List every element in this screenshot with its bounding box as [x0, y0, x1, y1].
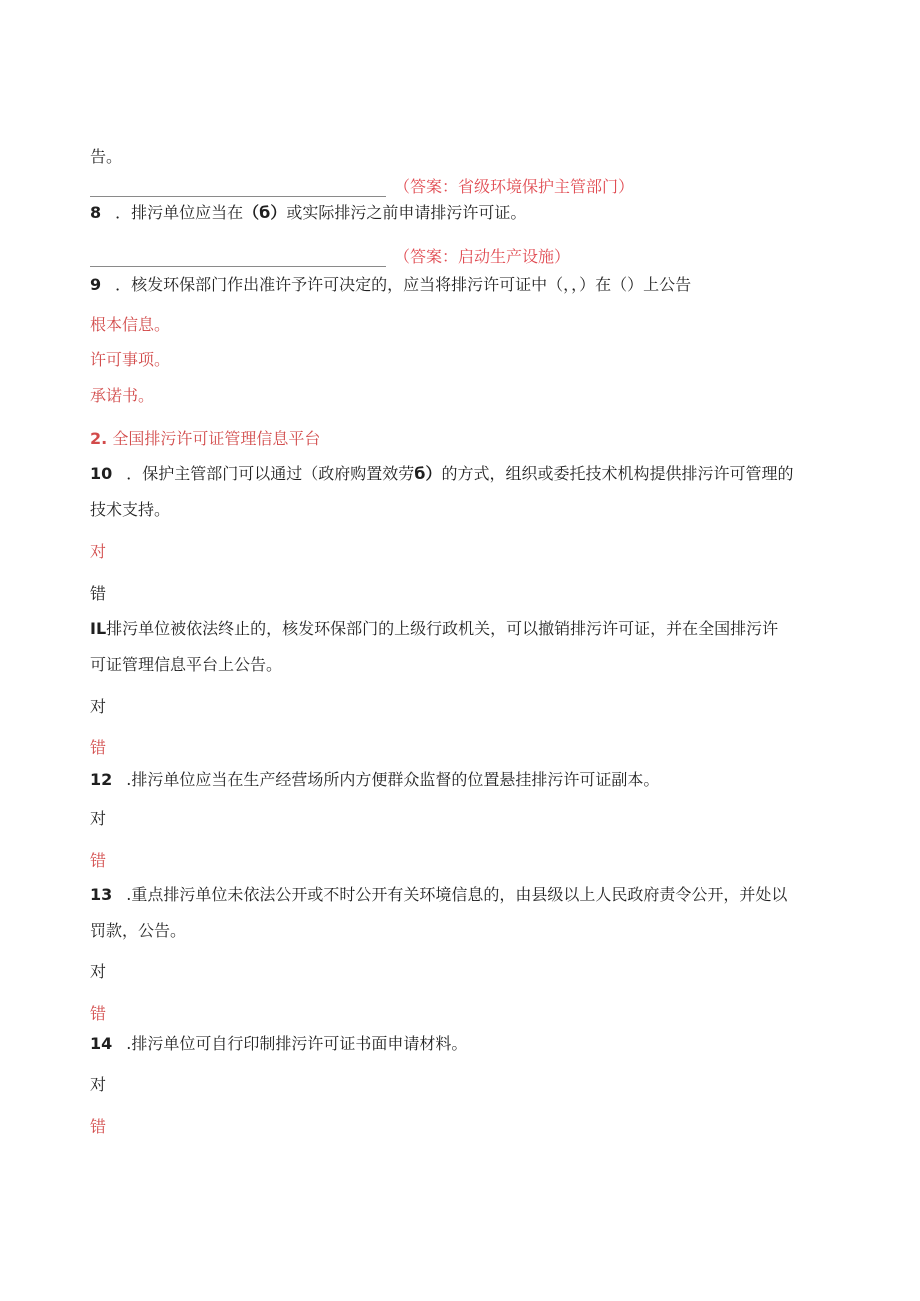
question-text-end: 的方式，组织或委托技术机构提供排污许可管理的 — [441, 464, 794, 483]
question-text: .重点排污单位未依法公开或不时公开有关环境信息的，由县级以上人民政府责令公开，并处以 — [126, 885, 788, 904]
q12-option-true: 对 — [90, 809, 107, 828]
question-14 — [90, 1034, 467, 1054]
option-a: 根本信息。 — [90, 315, 171, 334]
question-number: 10 — [90, 464, 113, 483]
question-10-line-1 — [90, 464, 793, 484]
question-number: 9 — [90, 275, 102, 294]
option-text: 全国排污许可证管理信息平台 — [112, 429, 321, 448]
question-number: 8 — [90, 203, 102, 222]
option-d — [90, 429, 320, 449]
question-text: 排污单位被依法终止的，核发环保部门的上级行政机关，可以撤销排污许可证，并在全国排污许 — [106, 619, 779, 638]
option-number: 2. — [90, 429, 108, 448]
question-number: IL — [90, 619, 107, 638]
option-b: 许可事项。 — [90, 350, 171, 369]
blank-underline — [90, 180, 386, 197]
question-number: 12 — [90, 770, 113, 789]
question-text: .排污单位应当在生产经营场所内方便群众监督的位置悬挂排污许可证副本。 — [126, 770, 660, 789]
answer-text: （答案：省级环境保护主管部门） — [394, 177, 635, 196]
question-11-line-2: 可证管理信息平台上公告。 — [90, 655, 283, 674]
q11-option-false: 错 — [90, 738, 107, 757]
question-number: 14 — [90, 1034, 113, 1053]
question-text: ．核发环保部门作出准许予许可决定的，应当将排污许可证中（，，）在（）上公告 — [115, 275, 692, 294]
question-text: ．排污单位应当在 — [115, 203, 244, 222]
question-8 — [90, 203, 526, 223]
question-11-line-1 — [90, 619, 778, 639]
answer-line-1 — [90, 175, 634, 197]
question-10-line-2: 技术支持。 — [90, 500, 171, 519]
q13-option-false: 错 — [90, 1004, 107, 1023]
q11-option-true: 对 — [90, 697, 107, 716]
question-number: 13 — [90, 885, 113, 904]
question-text: .排污单位可自行印制排污许可证书面申请材料。 — [126, 1034, 468, 1053]
blank-underline — [90, 250, 386, 267]
q10-option-true: 对 — [90, 542, 107, 561]
q10-option-false: 错 — [90, 584, 107, 603]
answer-line-2 — [90, 245, 570, 267]
q12-option-false: 错 — [90, 851, 107, 870]
question-text: ．保护主管部门可以通过（政府购置效劳 — [126, 464, 415, 483]
question-9 — [90, 275, 691, 295]
q14-option-false: 错 — [90, 1117, 107, 1136]
question-12 — [90, 770, 659, 790]
fragment-top: 告。 — [90, 147, 123, 166]
question-13-line-2: 罚款，公告。 — [90, 921, 187, 940]
question-bold: （б） — [243, 203, 287, 222]
option-c: 承诺书。 — [90, 386, 155, 405]
q13-option-true: 对 — [90, 962, 107, 981]
question-text-end: 或实际排污之前申请排污许可证。 — [286, 203, 527, 222]
q14-option-true: 对 — [90, 1075, 107, 1094]
question-bold: б） — [414, 464, 442, 483]
question-13-line-1 — [90, 885, 787, 905]
answer-text: （答案：启动生产设施） — [394, 247, 571, 266]
